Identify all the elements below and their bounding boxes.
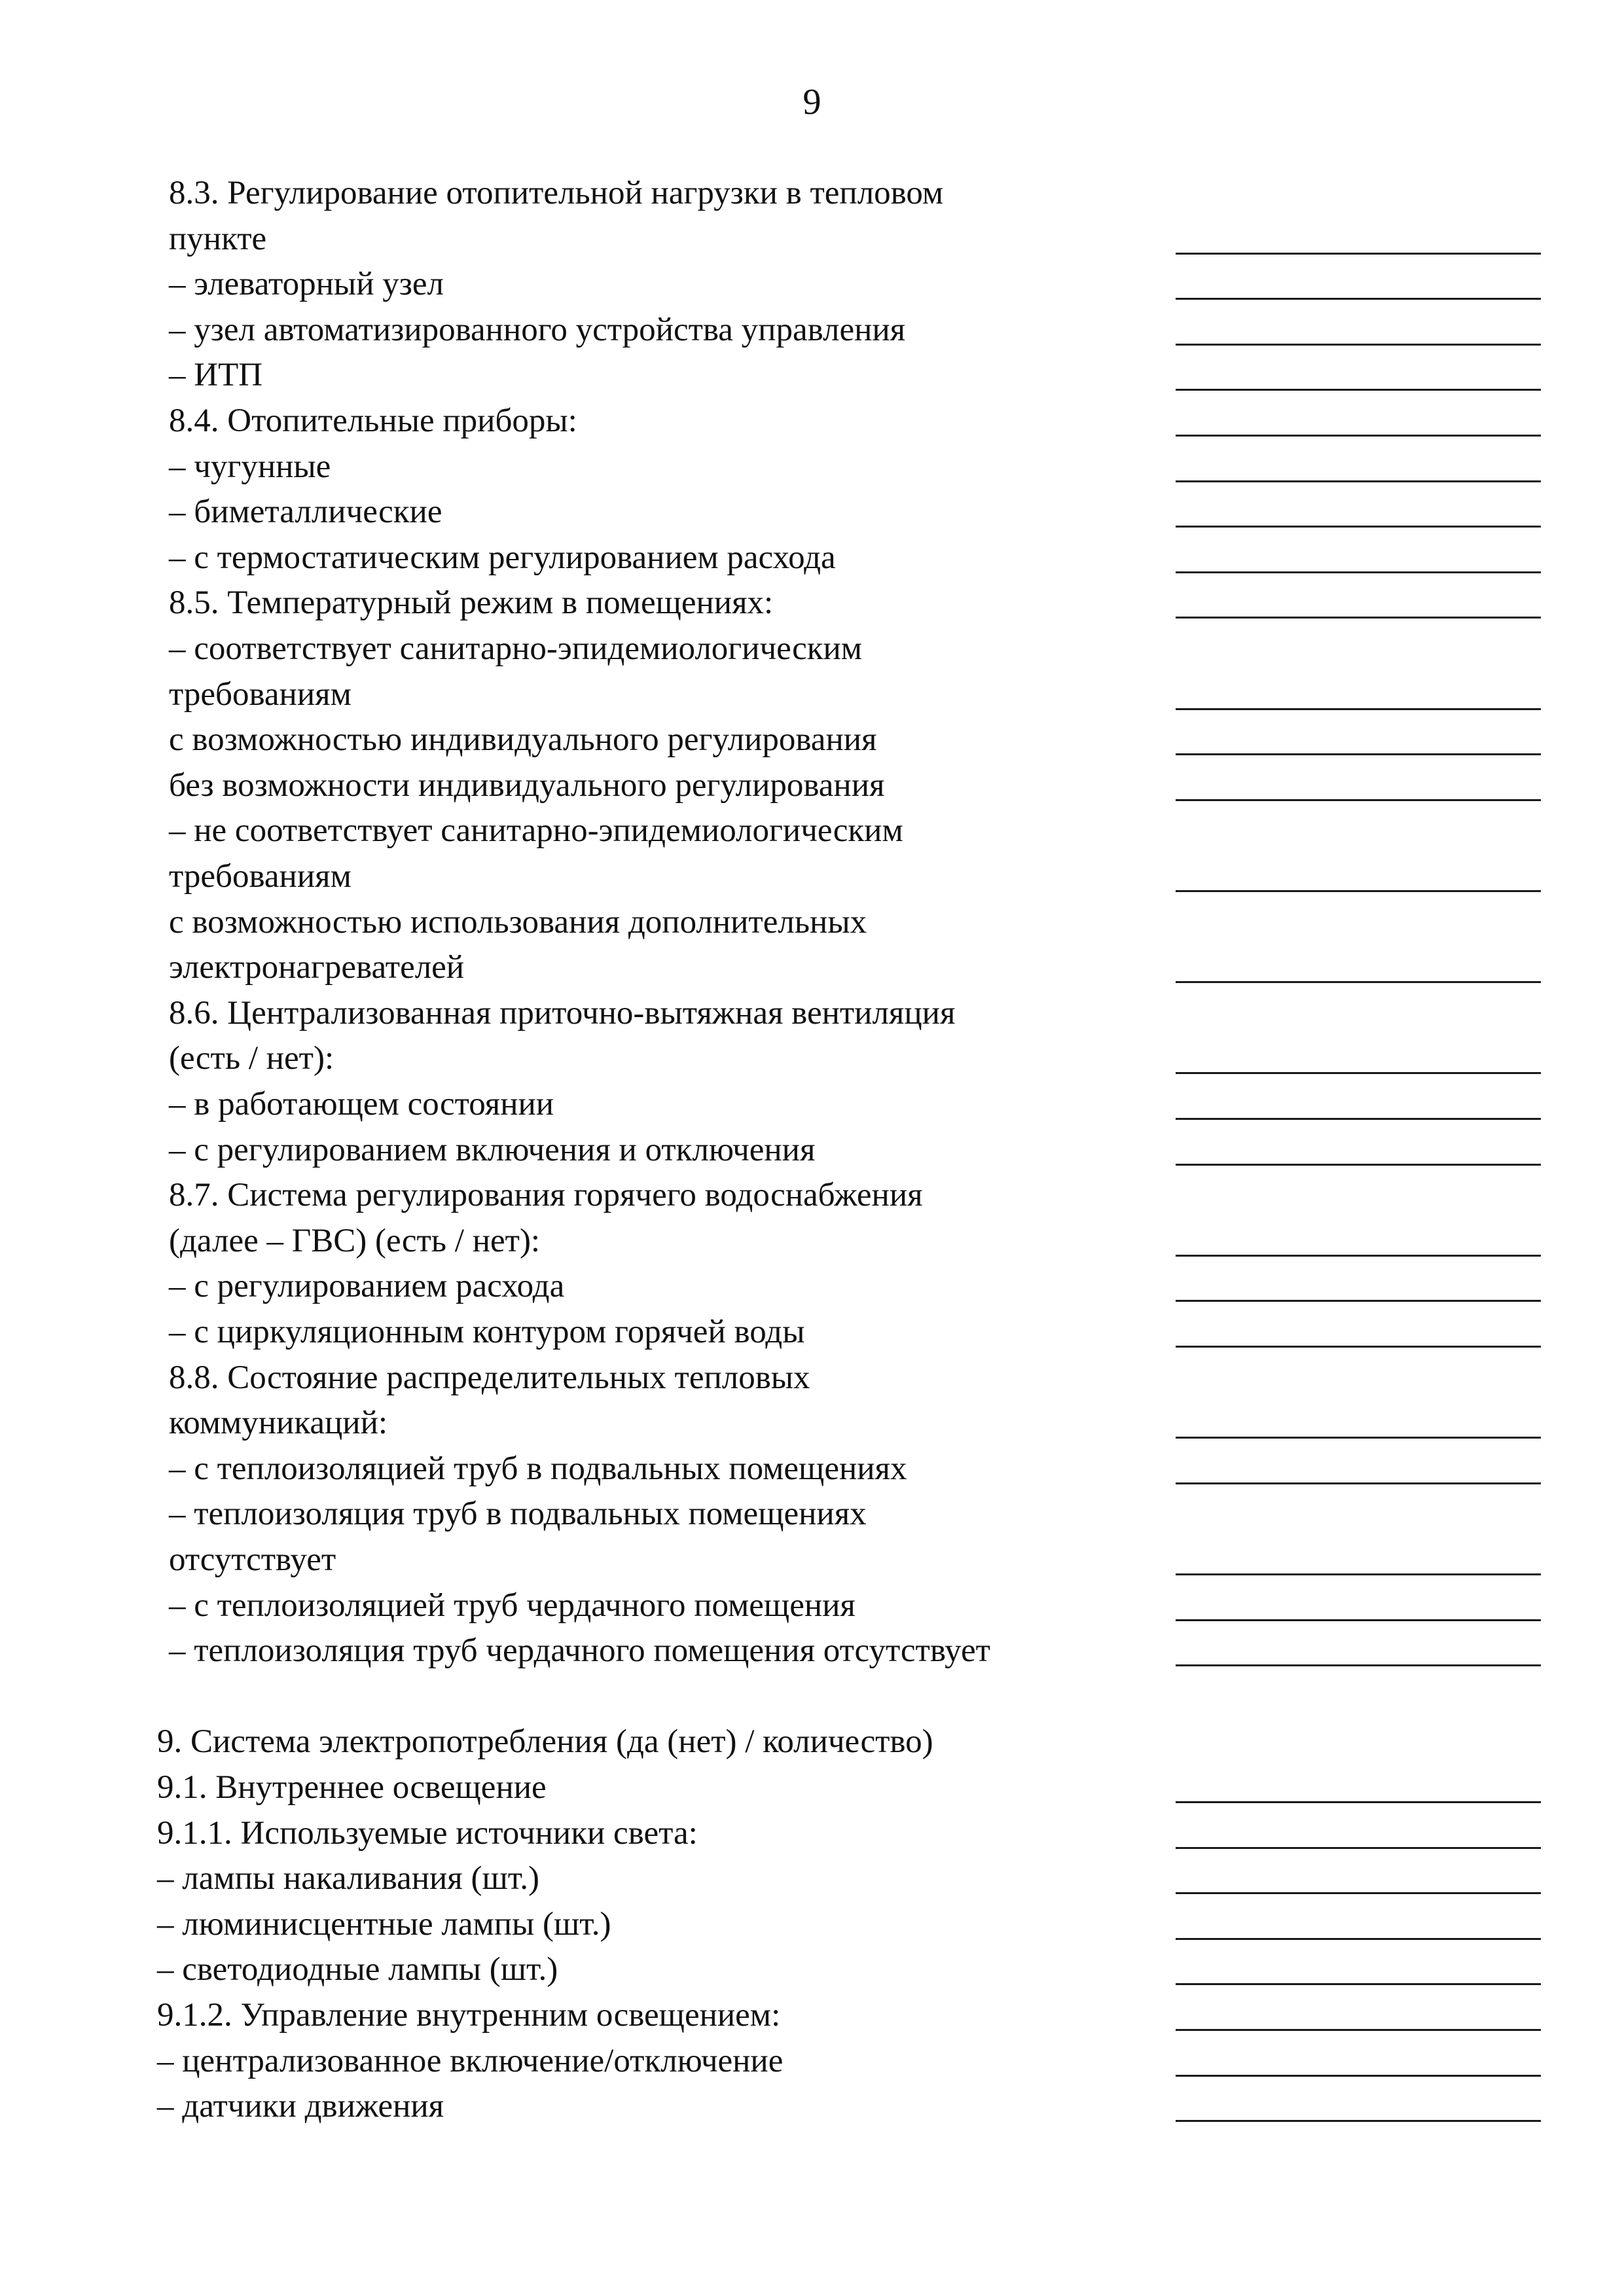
form-line bbox=[0, 307, 1624, 353]
form-line bbox=[0, 489, 1624, 535]
answer-blank-line[interactable] bbox=[1176, 571, 1541, 573]
answer-blank-line[interactable] bbox=[1176, 1801, 1541, 1803]
form-line bbox=[0, 398, 1624, 444]
form-line bbox=[0, 1810, 1624, 1856]
line-text: – узел автоматизированного устройства управления bbox=[169, 311, 906, 348]
line-text: 8.3. Регулирование отопительной нагрузки в тепловом bbox=[169, 175, 944, 211]
answer-blank-line[interactable] bbox=[1176, 298, 1541, 300]
line-text: – с теплоизоляцией труб чердачного помещения bbox=[169, 1587, 856, 1624]
line-text: – не соответствует санитарно-эпидемиологическим bbox=[169, 812, 903, 850]
answer-blank-line[interactable] bbox=[1176, 2120, 1541, 2122]
line-text: с возможностью использования дополнительных bbox=[169, 903, 867, 941]
line-text: пункте bbox=[169, 220, 267, 257]
line-text: – светодиодные лампы (шт.) bbox=[157, 1951, 558, 1988]
line-text: – лампы накаливания (шт.) bbox=[157, 1860, 539, 1897]
answer-blank-line[interactable] bbox=[1176, 1118, 1541, 1120]
answer-blank-line[interactable] bbox=[1176, 2075, 1541, 2077]
answer-blank-line[interactable] bbox=[1176, 1664, 1541, 1666]
line-text: 9. Система электропотребления (да (нет) / количество) bbox=[157, 1723, 933, 1761]
answer-blank-line[interactable] bbox=[1176, 480, 1541, 482]
answer-blank-line[interactable] bbox=[1176, 1573, 1541, 1575]
form-line bbox=[0, 1537, 1624, 1583]
line-text: – с регулированием включения и отключения bbox=[169, 1131, 816, 1168]
line-text: 8.8. Состояние распределительных тепловых bbox=[169, 1359, 810, 1396]
line-text: отсутствует bbox=[169, 1541, 336, 1578]
answer-blank-line[interactable] bbox=[1176, 1346, 1541, 1348]
form-line bbox=[0, 2083, 1624, 2129]
answer-blank-line[interactable] bbox=[1176, 1072, 1541, 1074]
form-line bbox=[0, 1946, 1624, 1992]
line-text: требованиям bbox=[169, 675, 352, 713]
form-line bbox=[0, 2038, 1624, 2084]
line-text: – с регулированием расхода bbox=[169, 1268, 565, 1305]
answer-blank-line[interactable] bbox=[1176, 253, 1541, 255]
form-line bbox=[0, 1081, 1624, 1127]
form-line bbox=[0, 1901, 1624, 1947]
answer-blank-line[interactable] bbox=[1176, 1983, 1541, 1985]
form-line bbox=[0, 1263, 1624, 1309]
answer-blank-line[interactable] bbox=[1176, 526, 1541, 528]
line-text: 8.6. Централизованная приточно-вытяжная вентиляция bbox=[169, 994, 956, 1031]
form-line bbox=[0, 1765, 1624, 1810]
form-line bbox=[0, 1035, 1624, 1081]
form-line bbox=[0, 1491, 1624, 1537]
line-text: – теплоизоляция труб чердачного помещения отсутствует bbox=[169, 1632, 990, 1670]
form-line bbox=[0, 1218, 1624, 1264]
line-text: 8.5. Температурный режим в помещениях: bbox=[169, 584, 774, 622]
answer-blank-line[interactable] bbox=[1176, 1482, 1541, 1484]
answer-blank-line[interactable] bbox=[1176, 617, 1541, 619]
form-line bbox=[0, 626, 1624, 672]
answer-blank-line[interactable] bbox=[1176, 2029, 1541, 2031]
form-line bbox=[0, 717, 1624, 762]
line-text: – с циркуляционным контуром горячей воды bbox=[169, 1314, 805, 1350]
answer-blank-line[interactable] bbox=[1176, 344, 1541, 346]
form-line bbox=[0, 1400, 1624, 1446]
form-line bbox=[0, 990, 1624, 1036]
line-text: – элеваторный узел bbox=[169, 266, 444, 303]
line-text: – соответствует санитарно-эпидемиологическим bbox=[169, 630, 863, 667]
answer-blank-line[interactable] bbox=[1176, 1938, 1541, 1940]
answer-blank-line[interactable] bbox=[1176, 890, 1541, 892]
answer-blank-line[interactable] bbox=[1176, 435, 1541, 437]
form-line bbox=[0, 1628, 1624, 1674]
answer-blank-line[interactable] bbox=[1176, 1619, 1541, 1621]
form-line bbox=[0, 352, 1624, 398]
answer-blank-line[interactable] bbox=[1176, 389, 1541, 391]
line-text: требованиям bbox=[169, 858, 352, 895]
form-line bbox=[0, 1446, 1624, 1492]
line-text: – датчики движения bbox=[157, 2088, 444, 2125]
form-line bbox=[0, 853, 1624, 899]
line-text: 9.1.2. Управление внутренним освещением: bbox=[157, 1997, 781, 2034]
line-text: – с теплоизоляцией труб в подвальных помещениях bbox=[169, 1450, 907, 1487]
form-line bbox=[0, 216, 1624, 262]
form-line bbox=[0, 535, 1624, 581]
line-text: – в работающем состоянии bbox=[169, 1086, 554, 1122]
answer-blank-line[interactable] bbox=[1176, 981, 1541, 983]
form-line bbox=[0, 261, 1624, 307]
line-text: коммуникаций: bbox=[169, 1405, 388, 1442]
line-text: 9.1.1. Используемые источники света: bbox=[157, 1814, 698, 1852]
form-line bbox=[0, 1127, 1624, 1173]
line-text: 8.4. Отопительные приборы: bbox=[169, 403, 577, 439]
answer-blank-line[interactable] bbox=[1176, 1300, 1541, 1302]
line-text: (далее – ГВС) (есть / нет): bbox=[169, 1222, 541, 1259]
answer-blank-line[interactable] bbox=[1176, 1164, 1541, 1166]
form-line bbox=[0, 762, 1624, 808]
answer-blank-line[interactable] bbox=[1176, 753, 1541, 755]
form-line bbox=[0, 1992, 1624, 2038]
page-number: 9 bbox=[803, 82, 821, 122]
line-text: – ИТП bbox=[169, 357, 263, 394]
line-text: 8.7. Система регулирования горячего водоснабжения bbox=[169, 1177, 923, 1214]
line-text: (есть / нет): bbox=[169, 1040, 334, 1077]
line-text: – люминисцентные лампы (шт.) bbox=[157, 1905, 611, 1943]
form-line bbox=[0, 580, 1624, 626]
form-line bbox=[0, 899, 1624, 945]
form-line bbox=[0, 444, 1624, 490]
line-text: с возможностью индивидуального регулирования bbox=[169, 721, 877, 759]
form-line bbox=[0, 1856, 1624, 1901]
line-text: 9.1. Внутреннее освещение bbox=[157, 1769, 547, 1806]
form-line bbox=[0, 1674, 1624, 1719]
line-text: – биметаллические bbox=[169, 493, 442, 531]
form-line bbox=[0, 1355, 1624, 1401]
line-text: – чугунные bbox=[169, 448, 331, 485]
form-line bbox=[0, 1309, 1624, 1355]
form-line bbox=[0, 808, 1624, 853]
line-text: – централизованное включение/отключение bbox=[157, 2042, 784, 2079]
form-line bbox=[0, 1583, 1624, 1628]
answer-blank-line[interactable] bbox=[1176, 1255, 1541, 1257]
line-text: – с термостатическим регулированием расхода bbox=[169, 539, 836, 576]
form-line bbox=[0, 944, 1624, 990]
answer-blank-line[interactable] bbox=[1176, 1892, 1541, 1894]
answer-blank-line[interactable] bbox=[1176, 1847, 1541, 1849]
line-text: без возможности индивидуального регулирования bbox=[169, 766, 885, 804]
form-line bbox=[0, 1172, 1624, 1218]
form-line bbox=[0, 672, 1624, 717]
answer-blank-line[interactable] bbox=[1176, 708, 1541, 710]
form-line bbox=[0, 1719, 1624, 1765]
line-text: – теплоизоляция труб в подвальных помещениях bbox=[169, 1496, 867, 1533]
form-line bbox=[0, 170, 1624, 216]
line-text: электронагревателей bbox=[169, 949, 465, 986]
answer-blank-line[interactable] bbox=[1176, 799, 1541, 801]
answer-blank-line[interactable] bbox=[1176, 1437, 1541, 1439]
